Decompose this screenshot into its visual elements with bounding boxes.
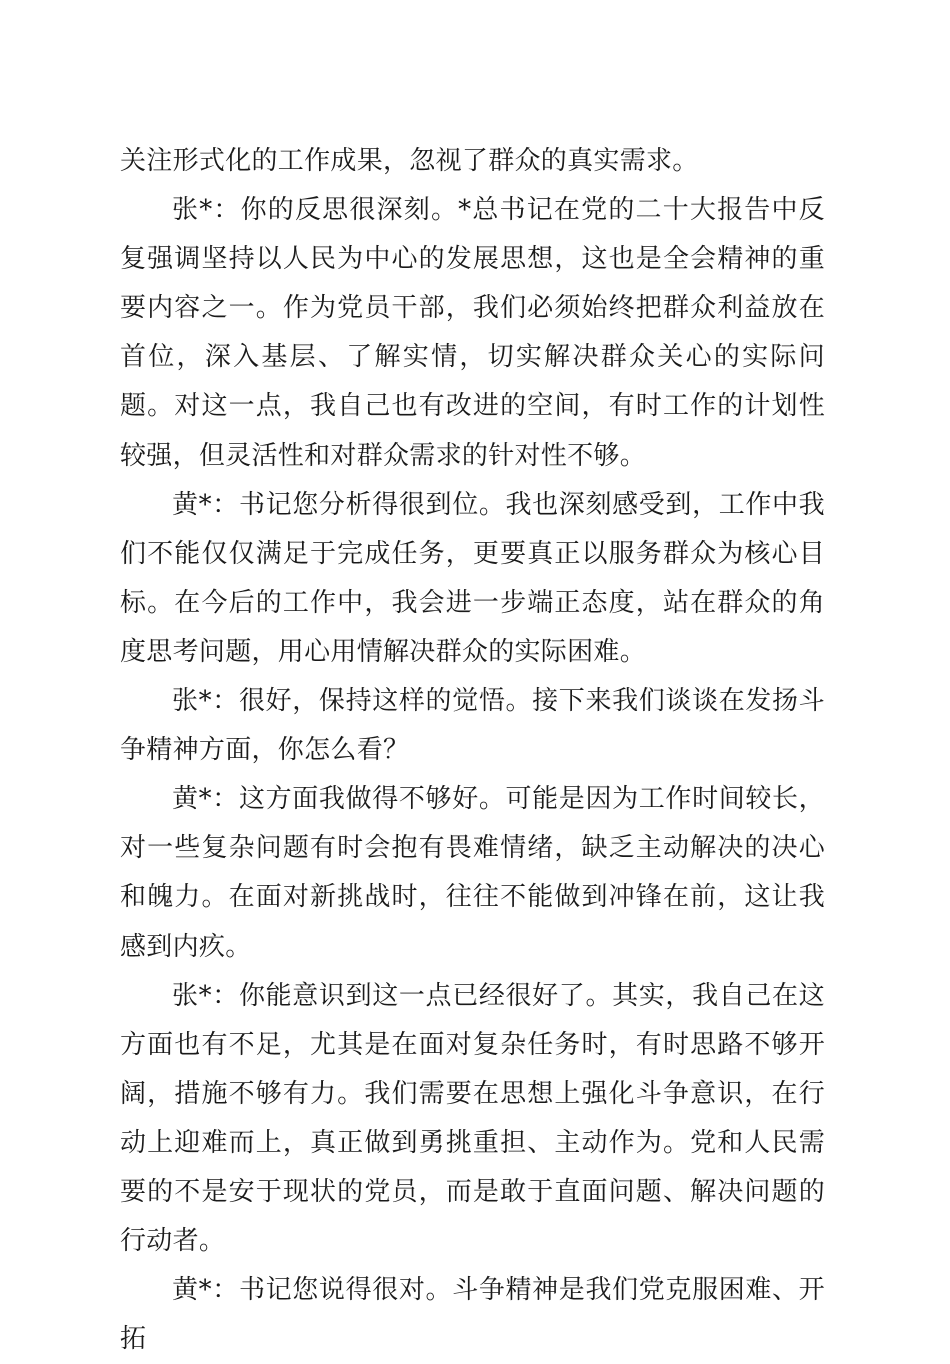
paragraph-huang-3: 黄*：书记您说得很对。斗争精神是我们党克服困难、开拓 xyxy=(120,1275,825,1355)
document-body xyxy=(120,137,825,1364)
paragraph-huang-1: 黄*：书记您分析得很到位。我也深刻感受到，工作中我们不能仅仅满足于完成任务，更要真正以服务群众为核心目标。在今后的工作中，我会进一步端正态度，站在群众的角度思考问题，用心用情解决群众的实际困难。 xyxy=(120,489,825,667)
paragraph-zhang-1: 张*：你的反思很深刻。*总书记在党的二十大报告中反复强调坚持以人民为中心的发展思想，这也是全会精神的重要内容之一。作为党员干部，我们必须始终把群众利益放在首位，深入基层、了解实情，切实解决群众关心的实际问题。对这一点，我自己也有改进的空间，有时工作的计划性较强，但灵活性和对群众需求的针对性不够。 xyxy=(120,195,825,471)
paragraph-zhang-3: 张*：你能意识到这一点已经很好了。其实，我自己在这方面也有不足，尤其是在面对复杂任务时，有时思路不够开阔，措施不够有力。我们需要在思想上强化斗争意识，在行动上迎难而上，真正做到勇挑重担、主动作为。党和人民需要的不是安于现状的党员，而是敢于直面问题、解决问题的行动者。 xyxy=(120,980,825,1257)
paragraph-zhang-2: 张*：很好，保持这样的觉悟。接下来我们谈谈在发扬斗争精神方面，你怎么看？ xyxy=(120,686,825,766)
paragraph-huang-2: 黄*：这方面我做得不够好。可能是因为工作时间较长，对一些复杂问题有时会抱有畏难情绪，缺乏主动解决的决心和魄力。在面对新挑战时，往往不能做到冲锋在前，这让我感到内疚。 xyxy=(120,784,825,962)
paragraph-continuation: 关注形式化的工作成果，忽视了群众的真实需求。 xyxy=(120,146,699,176)
